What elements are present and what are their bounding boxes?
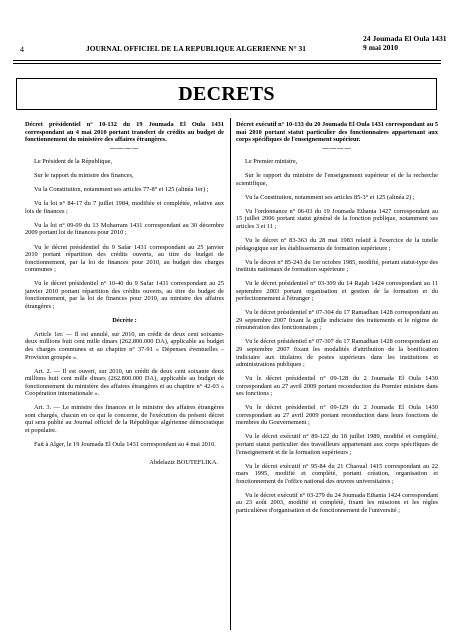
paragraph: Vu la loi n° 09-09 du 13 Moharram 1431 correspondant au 30 décembre 2009 portant loi de finances pour 2010 ; xyxy=(25,221,224,237)
decrete-heading: Décrète : xyxy=(112,316,137,324)
section-title-box xyxy=(16,78,437,110)
right-column xyxy=(236,121,438,521)
paragraph: Vu le décret n° 85-243 du 1er octobre 1985, modifié, portant statut-type des instituts nationaux de formation supérieure ; xyxy=(236,258,438,274)
paragraph: Vu la Constitution, notamment ses articles 77-8° et 125 (alinéa 1er) ; xyxy=(34,186,209,194)
paragraph: Vu le décret présidentiel n° 10-40 du 9 Safar 1431 correspondant au 25 janvier 2010 portant répartition des crédits ouverts, au titre du budget de fonctionnement, par la loi de finances pour 2010, au ministre des affaires étrangères ; xyxy=(25,280,224,310)
paragraph: Vu le décret exécutif n° 89-122 du 18 juillet 1989, modifié et complété, portant statut particulier des travailleurs appartenant aux corps spécifiques de l'enseignement et de la formation supérieurs ; xyxy=(236,433,438,456)
article-1: Article 1er. — Il est annulé, sur 2010, un crédit de deux cent soixante-deux millions huit cent mille dinars (262.800.000 DA), applicable au budget des charges communes et au chapitre n° 37-91 « Dépenses éventuelles – Provision groupée ». xyxy=(25,330,224,361)
paragraph: Sur le rapport du ministre de l'enseignement supérieur et de la recherche scientifique, xyxy=(236,172,438,187)
header-rule-thin xyxy=(13,63,441,64)
issue-date-gregorian: 9 mai 2010 xyxy=(363,43,399,52)
paragraph: Sur le rapport du ministre des finances, xyxy=(34,172,134,180)
header-rule-thick xyxy=(13,60,441,61)
decree-separator: ———— xyxy=(109,144,140,152)
decree-separator: ———— xyxy=(322,144,352,152)
journal-title: JOURNAL OFFICIEL DE LA REPUBLIQUE ALGERIENNE N° 31 xyxy=(85,44,307,53)
paragraph: Vu le décret exécutif n° 95-84 du 21 Chaoual 1415 correspondant au 22 mars 1995, modifié et complété, portant création, organisation et fonctionnement de l'office national des œuvres universitaires ; xyxy=(236,462,438,485)
left-column xyxy=(25,121,224,473)
issue-date xyxy=(363,34,447,52)
decree-title: Décret exécutif n° 10-133 du 20 Joumada El Oula 1431 correspondant au 5 mai 2010 portant statut particulier des fonctionnaires appartenant aux corps spécifiques de l'enseignement supérieur. xyxy=(236,121,438,144)
done-at: Fait à Alger, le 19 Joumada El Oula 1431 correspondant au 4 mai 2010. xyxy=(34,441,216,448)
paragraph: Vu la Constitution, notamment ses articles 85-3° et 125 (alinéa 2) ; xyxy=(245,193,415,201)
decree-title: Décret présidentiel n° 10-132 du 19 Joumada El Oula 1431 correspondant au 4 mai 2010 portant transfert de crédits au budget de fonctionnement du ministère des affaires étrangères. xyxy=(25,121,224,144)
signature: Abdelaziz BOUTEFLIKA. xyxy=(149,458,218,466)
page-number: 4 xyxy=(20,45,24,54)
article-2: Art. 2. — Il est ouvert, sur 2010, un crédit de deux cent soixante deux millions huit cent mille dinars (262.800.000 DA), applicable au budget de fonctionnement du ministère des affaires étrangères et au chapitre n° 42-03 « Coopération internationale ». xyxy=(25,367,224,398)
paragraph: Vu le décret présidentiel n° 09-129 du 2 Joumada El Oula 1430 correspondant au 27 avril 2009 portant reconduction dans leurs fonctions de membres du Gouvernement ; xyxy=(236,404,438,427)
column-divider xyxy=(230,118,231,630)
paragraph: Vu la loi n° 84-17 du 7 juillet 1984, modifiée et complétée, relative aux lois de finances ; xyxy=(25,200,224,215)
paragraph: Vu le décret présidentiel n° 09-128 du 2 Joumada El Oula 1430 correspondant au 27 avril 2009 portant reconduction du Premier ministre dans ses fonctions ; xyxy=(236,375,438,398)
paragraph: Vu le décret présidentiel du 9 Safar 1431 correspondant au 25 janvier 2010 portant répartition des crédits ouverts, au titre du budget de fonctionnement, par la loi de finances pour 2010, au budget des charges communes ; xyxy=(25,243,224,274)
paragraph: Vu le décret présidentiel n° 03-309 du 14 Rajab 1424 correspondant au 11 septembre 2003 portant organisation et gestion de la formation et du perfectionnement à l'étranger ; xyxy=(236,280,438,303)
paragraph: Vu le décret présidentiel n° 07-307 du 17 Ramadhan 1428 correspondant au 29 septembre 2007 fixant les modalités d'attribution de la bonification indiciaire aux titulaires de postes supérieurs dans les institutions et administrations publiques ; xyxy=(236,338,438,369)
article-3: Art. 3. — Le ministre des finances et le ministre des affaires étrangères sont chargés, chacun en ce qui le concerne, de l'exécution du présent décret qui sera publié au Journal officiel de la République algérienne démocratique et populaire. xyxy=(25,404,224,434)
paragraph: Vu le décret exécutif n° 03-279 du 24 Joumada Ethania 1424 correspondant au 23 août 2003, modifié et complété, fixant les missions et les règles particulières d'organisation et de fonctionnement de l'université ; xyxy=(236,491,438,514)
paragraph: Le Président de la République, xyxy=(34,158,113,166)
paragraph: Vu l'ordonnance n° 06-03 du 19 Joumada Ethania 1427 correspondant au 15 juillet 2006 portant statut général de la fonction publique, notamment ses articles 3 et 11 ; xyxy=(236,207,438,230)
paragraph: Le Premier ministre, xyxy=(245,158,298,166)
paragraph: Vu le décret présidentiel n° 07-304 du 17 Ramadhan 1428 correspondant au 29 septembre 2007 fixant la grille indiciaire des traitements et le régime de rémunération des fonctionnaires ; xyxy=(236,309,438,332)
issue-date-hijri: 24 Joumada El Oula 1431 xyxy=(363,34,447,43)
section-title: DECRETS xyxy=(178,82,275,105)
paragraph: Vu le décret n° 83-363 du 28 mai 1983 relatif à l'exercice de la tutelle pédagogique sur les établissements de formation supérieure ; xyxy=(236,237,438,252)
